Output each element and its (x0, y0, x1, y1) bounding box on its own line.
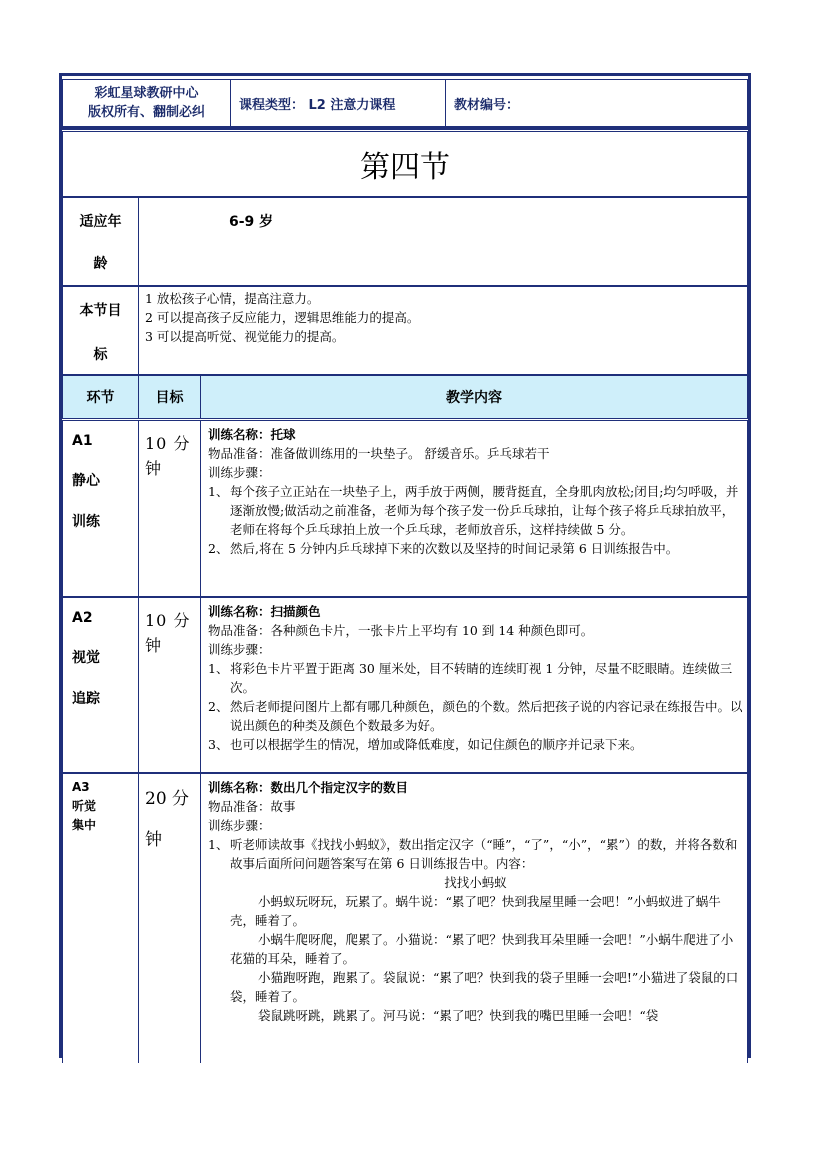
section-a2-label (62, 597, 139, 773)
goals-label-cell (62, 286, 139, 375)
steps-label: 训练步骤： (208, 818, 271, 833)
header-separator (62, 127, 748, 130)
section-name-line1: 视觉 (72, 650, 100, 666)
story-paragraph: 袋鼠跳呀跳，跳累了。河马说：“累了吧？快到我的嘴巴里睡一会吧！“袋 (258, 1008, 659, 1023)
step-item (208, 482, 743, 539)
goals-label-line1: 本节目 (79, 303, 122, 319)
materials: 物品准备：故事 (208, 799, 296, 814)
section-name-line2: 集中 (72, 818, 97, 832)
step-item (208, 735, 743, 754)
col-header-segment: 环节 (62, 375, 139, 419)
goal-item: 2 可以提高孩子反应能力，逻辑思维能力的提高。 (145, 310, 420, 325)
section-name-line2: 追踪 (72, 691, 100, 707)
section-name-line1: 静心 (72, 473, 100, 489)
goals-label-line2: 标 (93, 347, 108, 363)
step-number: 3、 (208, 737, 229, 752)
page-title: 第四节 (62, 131, 748, 197)
copyright-notice: 版权所有、翻制必纠 (87, 105, 205, 120)
step-number: 1、 (208, 837, 229, 852)
col-header-goal: 目标 (138, 375, 201, 419)
step-text: 也可以根据学生的情况，增加或降低难度，如记住颜色的顺序并记录下来。 (230, 737, 643, 752)
step-item (208, 835, 743, 873)
training-title: 训练名称：托球 (208, 427, 296, 442)
section-a2-content (200, 597, 748, 773)
goal-item: 3 可以提高听觉、视觉能力的提高。 (145, 329, 345, 344)
section-a3-content (200, 773, 748, 1063)
section-code: A3 (72, 780, 90, 794)
step-item (208, 697, 743, 735)
age-label-line2: 龄 (93, 256, 108, 272)
section-a1-label (62, 420, 139, 597)
step-text: 然后,将在 5 分钟内乒乓球掉下来的次数以及坚持的时间记录第 6 日训练报告中。 (230, 541, 679, 556)
duration-line2: 钟 (145, 830, 162, 850)
duration-line2: 钟 (145, 459, 163, 478)
section-a3-duration (138, 773, 201, 1063)
course-type: 课程类型： L2 注意力课程 (231, 80, 446, 126)
training-title: 训练名称：扫描颜色 (208, 604, 321, 619)
step-number: 2、 (208, 541, 229, 556)
header-row (62, 79, 748, 127)
step-text: 将彩色卡片平置于距离 30 厘米处，目不转睛的连续盯视 1 分钟，尽量不眨眼睛。连续做三次。 (230, 661, 733, 695)
step-number: 1、 (208, 661, 229, 676)
step-number: 2、 (208, 699, 229, 714)
goal-item: 1 放松孩子心情，提高注意力。 (145, 291, 320, 306)
goals-cell (138, 286, 748, 375)
materials: 物品准备：各种颜色卡片，一张卡片上平均有 10 到 14 种颜色即可。 (208, 623, 594, 638)
age-label-line1: 适应年 (79, 214, 122, 230)
material-number: 教材编号： (454, 97, 520, 113)
step-text: 然后老师提问图片上都有哪几种颜色，颜色的个数。然后把孩子说的内容记录在练报告中。以说出颜色的种类及颜色个数最多为好。 (230, 699, 743, 733)
training-title: 训练名称：数出几个指定汉字的数目 (208, 780, 409, 795)
step-number: 1、 (208, 484, 229, 499)
story-paragraph: 小蜗牛爬呀爬，爬累了。小猫说：“累了吧？快到我耳朵里睡一会吧！”小蜗牛爬进了小花猫的耳朵，睡着了。 (230, 932, 734, 966)
section-code: A1 (72, 433, 93, 449)
section-a1-duration (138, 420, 201, 597)
duration-line1: 10 分 (145, 434, 191, 453)
org-name: 彩虹星球教研中心 (94, 86, 199, 101)
header-org (63, 80, 231, 126)
step-item (208, 659, 743, 697)
steps-label: 训练步骤： (208, 465, 271, 480)
materials: 物品准备：准备做训练用的一块垫子。 舒缓音乐。乒乓球若干 (208, 446, 550, 461)
story-paragraph: 小蚂蚁玩呀玩，玩累了。蜗牛说：“累了吧？快到我屋里睡一会吧！”小蚂蚁进了蜗牛壳，睡着了。 (230, 894, 721, 928)
section-name-line1: 听觉 (72, 799, 97, 813)
duration-line2: 钟 (145, 636, 163, 655)
section-a2-duration (138, 597, 201, 773)
age-value-cell (138, 197, 748, 286)
story-title: 找找小蚂蚁 (444, 875, 507, 890)
duration-line1: 10 分 (145, 611, 191, 630)
section-code: A2 (72, 610, 93, 626)
steps-label: 训练步骤： (208, 642, 271, 657)
section-a3-label (62, 773, 139, 1063)
section-name-line2: 训练 (72, 514, 100, 530)
section-a1-content (200, 420, 748, 597)
step-item (208, 539, 743, 558)
col-header-content: 教学内容 (200, 375, 748, 419)
duration-line1: 20 分 (145, 789, 190, 809)
age-label-cell (62, 197, 139, 286)
step-text: 听老师读故事《找找小蚂蚁》，数出指定汉字（“睡”，“了”，“小”，“累”）的数，并将各数和故事后面所问问题答案写在第 6 日训练报告中。内容： (230, 837, 738, 871)
step-text: 每个孩子立正站在一块垫子上，两手放于两侧，腰背挺直，全身肌肉放松;闭目;均匀呼吸，并逐渐放慢;做活动之前准备，老师为每个孩子发一份乒乓球拍，让每个孩子将乒乓球拍放平，老师在将每个乒乓球拍上放一个乒乓球，老师放音乐，这样持续做 5 分。 (230, 484, 739, 537)
story-paragraph: 小猫跑呀跑，跑累了。袋鼠说：“累了吧？快到我的袋子里睡一会吧!”小猫进了袋鼠的口袋，睡着了。 (230, 970, 739, 1004)
age-value: 6-9 岁 (229, 214, 274, 230)
